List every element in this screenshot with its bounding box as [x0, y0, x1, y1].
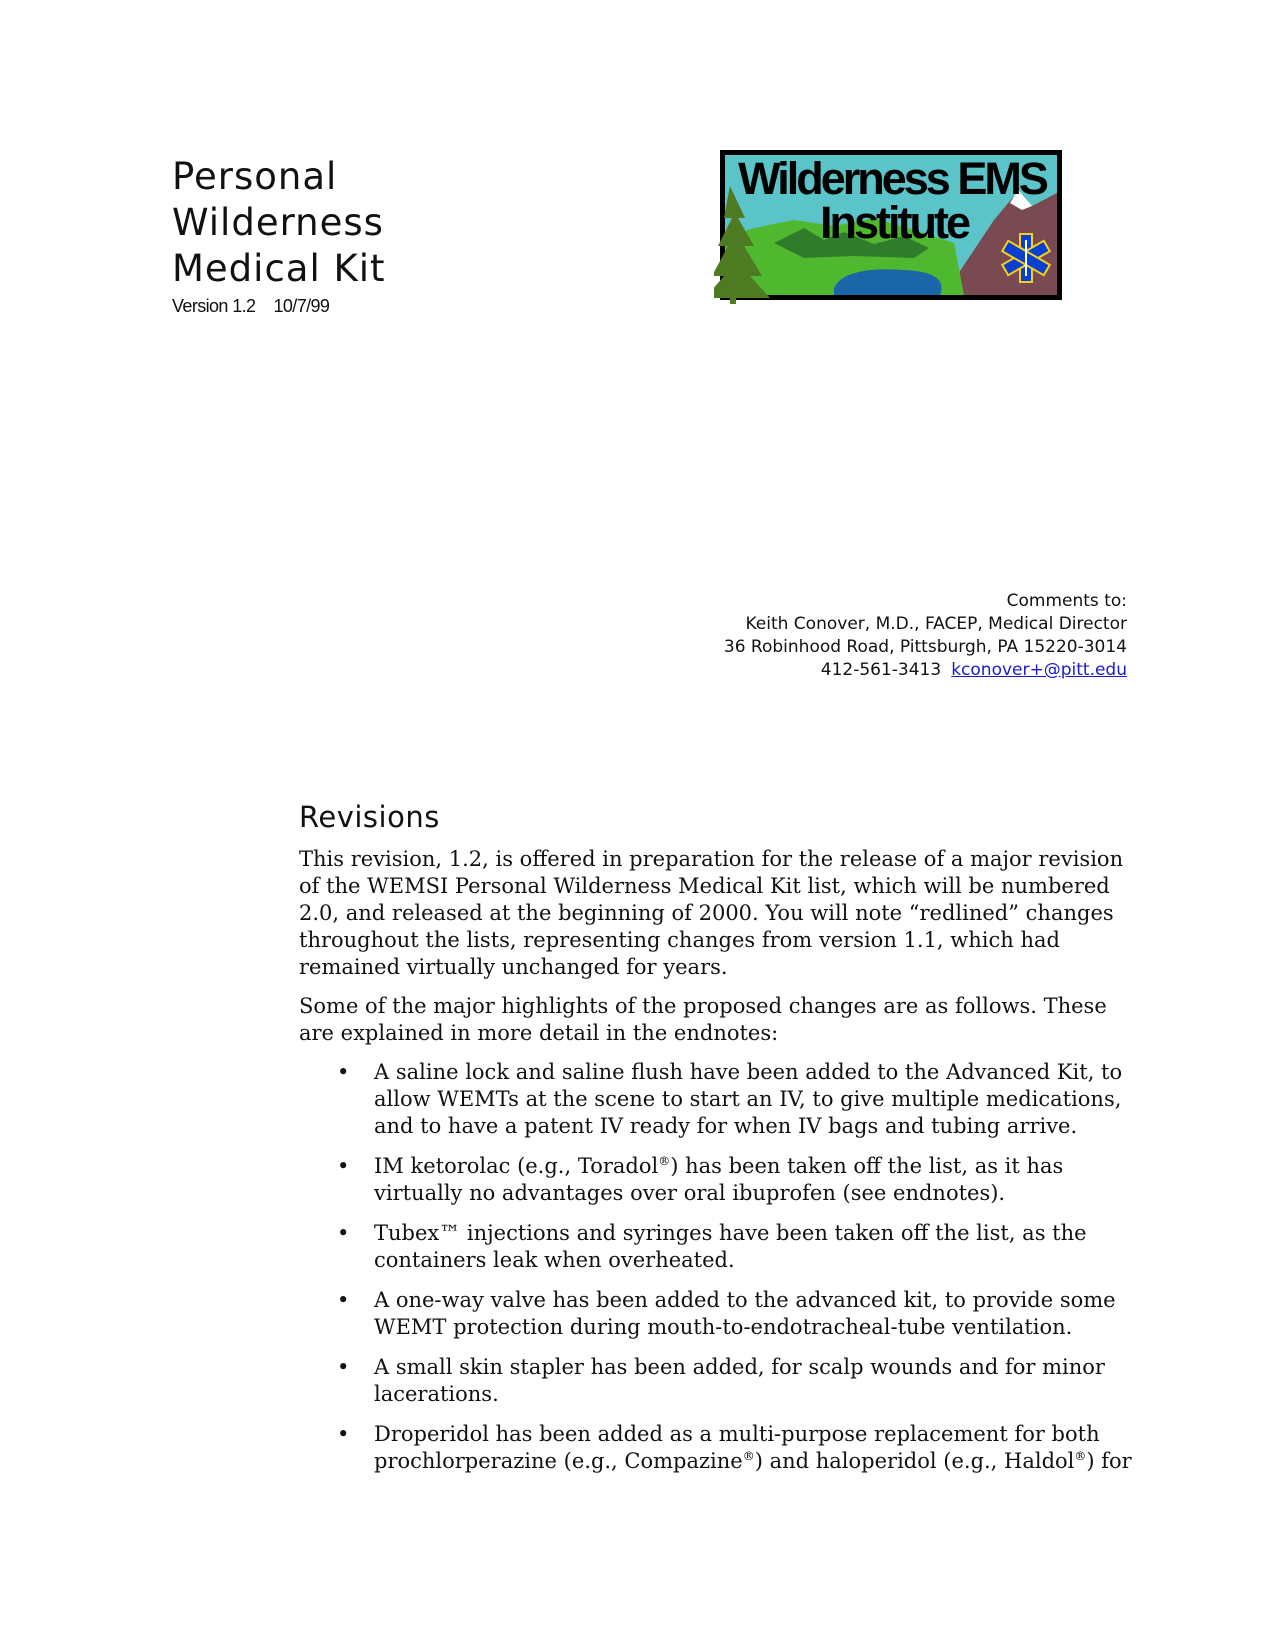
wemsi-logo — [714, 148, 1122, 312]
registered-mark: ® — [1074, 1449, 1087, 1463]
list-item — [299, 1287, 1139, 1341]
registered-mark: ® — [658, 1154, 671, 1168]
list-item-text: IM ketorolac (e.g., Toradol — [374, 1154, 659, 1178]
contact-phone: 412-561-3413 — [820, 660, 942, 680]
bullet-glyph: • — [337, 1422, 350, 1446]
contact-name: Keith Conover, M.D., FACEP, Medical Director — [745, 614, 1127, 634]
contact-email-link[interactable]: kconover+@pitt.edu — [951, 660, 1127, 680]
list-item-text: ) and haloperidol (e.g., Haldol — [754, 1449, 1075, 1473]
list-item-text: ) has been taken off the list, as it has virtually no advantages over oral ibuprofen (see endnotes). — [374, 1154, 1064, 1205]
version-date: 10/7/99 — [273, 296, 330, 316]
list-item — [299, 1059, 1139, 1140]
contact-block — [724, 590, 1127, 682]
list-item-text: Droperidol has been added as a multi-purpose replacement for both prochlorperazine (e.g., Compazine — [374, 1422, 1100, 1473]
list-item-text: Tubex™ injections and syringes have been taken off the list, as the containers leak when overheated. — [374, 1221, 1087, 1272]
list-item-text: A saline lock and saline flush have been added to the Advanced Kit, to allow WEMTs at the scene to start an IV, to give multiple medications, and to have a patent IV ready for when IV bags and tubing arrive. — [374, 1060, 1123, 1138]
changes-list — [299, 1059, 1139, 1475]
list-item — [299, 1354, 1139, 1408]
revisions-heading: Revisions — [299, 800, 440, 834]
bullet-glyph: • — [337, 1154, 350, 1178]
contact-phone-email — [724, 659, 1127, 682]
revisions-paragraph-2: Some of the major highlights of the proposed changes are as follows. These are explained in more detail in the endnotes: — [299, 994, 1107, 1045]
list-item — [299, 1153, 1139, 1207]
registered-mark: ® — [742, 1449, 755, 1463]
document-title: Personal Wilderness Medical Kit — [172, 155, 386, 290]
logo-graphic — [714, 148, 1122, 312]
logo-tree-trunk — [730, 296, 736, 304]
bullet-glyph: • — [337, 1288, 350, 1312]
revisions-section — [299, 800, 1139, 1488]
logo-line-1: Wilderness EMS — [738, 153, 1046, 204]
version-number: Version 1.2 — [172, 296, 256, 316]
list-item — [299, 1220, 1139, 1274]
logo-line-2: Institute — [820, 197, 968, 248]
version-line — [172, 296, 386, 317]
contact-address: 36 Robinhood Road, Pittsburgh, PA 15220-3014 — [723, 637, 1127, 657]
list-item — [299, 1421, 1139, 1475]
contact-label: Comments to: — [1006, 591, 1127, 611]
bullet-glyph: • — [337, 1355, 350, 1379]
revisions-paragraph-1: This revision, 1.2, is offered in preparation for the release of a major revision of the WEMSI Personal Wilderness Medical Kit list, which will be numbered 2.0, and released at the beginning of 2000. You will note “redlined” changes throughout the lists, representing changes from version 1.1, which had remained virtually unchanged for years. — [299, 847, 1124, 979]
list-item-text: ) for — [1086, 1449, 1132, 1473]
bullet-glyph: • — [337, 1221, 350, 1245]
bullet-glyph: • — [337, 1060, 350, 1084]
title-block — [172, 154, 386, 317]
list-item-text: A one-way valve has been added to the advanced kit, to provide some WEMT protection during mouth-to-endotracheal-tube ventilation. — [374, 1288, 1116, 1339]
list-item-text: A small skin stapler has been added, for scalp wounds and for minor lacerations. — [374, 1355, 1105, 1406]
